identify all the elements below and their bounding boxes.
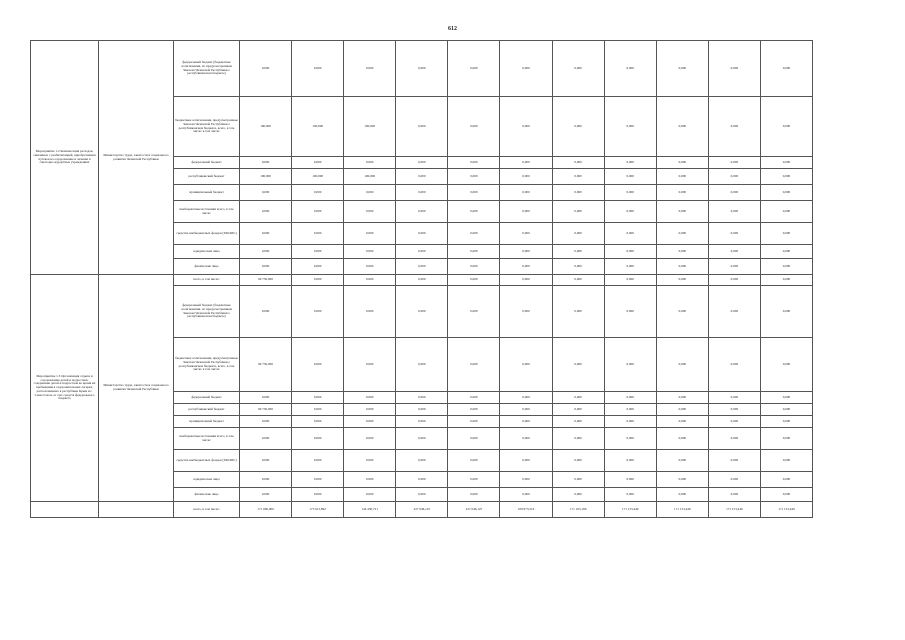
amount-cell: 0,000 xyxy=(760,185,812,201)
funding-source-cell: федеральный бюджет xyxy=(174,392,240,404)
amount-cell: 0,000 xyxy=(656,169,708,185)
amount-cell: 0,000 xyxy=(292,41,344,97)
funding-source-cell: всего, в том числе: xyxy=(174,275,240,286)
amount-cell: 0,000 xyxy=(292,259,344,275)
amount-cell: 99 750,000 xyxy=(240,404,292,416)
table-row xyxy=(31,275,813,286)
amount-cell: 0,000 xyxy=(240,259,292,275)
amount-cell: 0,000 xyxy=(708,416,760,428)
amount-cell: 0,000 xyxy=(604,157,656,169)
amount-cell: 0,000 xyxy=(760,488,812,502)
amount-cell: 0,000 xyxy=(760,275,812,286)
amount-cell: 0,000 xyxy=(604,201,656,223)
amount-cell: 0,000 xyxy=(240,185,292,201)
amount-cell: 100,000 xyxy=(292,169,344,185)
amount-cell: 99 750,000 xyxy=(240,338,292,392)
amount-cell: 0,000 xyxy=(240,450,292,472)
funding-source-cell: республиканский бюджет xyxy=(174,404,240,416)
funding-source-cell: юридические лица xyxy=(174,245,240,259)
amount-cell: 0,000 xyxy=(396,338,448,392)
amount-cell: 0,000 xyxy=(656,404,708,416)
amount-cell: 0,000 xyxy=(240,201,292,223)
amount-cell: 0,000 xyxy=(396,450,448,472)
amount-cell: 0,000 xyxy=(552,201,604,223)
amount-cell: 0,000 xyxy=(708,450,760,472)
amount-cell: 227 046,125 xyxy=(448,502,500,518)
amount-cell: 0,000 xyxy=(448,275,500,286)
amount-cell: 0,000 xyxy=(656,245,708,259)
amount-cell: 0,000 xyxy=(240,472,292,488)
amount-cell: 100,000 xyxy=(240,97,292,157)
amount-cell: 0,000 xyxy=(292,201,344,223)
funding-source-cell: федеральный бюджет (бюджетные ассигнования, по предусмотренным Законом Чеченской Республики о республиканском бюджете) xyxy=(174,286,240,338)
amount-cell: 0,000 xyxy=(708,97,760,157)
amount-cell: 0,000 xyxy=(760,404,812,416)
measure-cell: Мероприятие 1.2 Компенсация расходов, связанных с реабилитацией, приобретением путевок на оздоровление и лечение в санаторно-курортных учреждениях xyxy=(31,41,99,275)
amount-cell: 0,000 xyxy=(500,245,552,259)
amount-cell: 0,000 xyxy=(656,450,708,472)
amount-cell: 171 163,196 xyxy=(552,502,604,518)
amount-cell: 0,000 xyxy=(656,338,708,392)
amount-cell: 0,000 xyxy=(552,97,604,157)
amount-cell: 0,000 xyxy=(656,223,708,245)
amount-cell: 0,000 xyxy=(448,472,500,488)
amount-cell: 0,000 xyxy=(448,157,500,169)
amount-cell: 0,000 xyxy=(292,286,344,338)
amount-cell: 0,000 xyxy=(240,286,292,338)
amount-cell: 0,000 xyxy=(708,169,760,185)
amount-cell: 0,000 xyxy=(396,201,448,223)
amount-cell: 0,000 xyxy=(760,157,812,169)
amount-cell: 0,000 xyxy=(500,185,552,201)
executor-cell xyxy=(99,502,174,518)
amount-cell: 171 153,449 xyxy=(760,502,812,518)
amount-cell: 0,000 xyxy=(344,41,396,97)
amount-cell: 0,000 xyxy=(292,185,344,201)
amount-cell: 0,000 xyxy=(604,404,656,416)
amount-cell: 0,000 xyxy=(396,259,448,275)
funding-source-cell: физические лица xyxy=(174,488,240,502)
amount-cell: 0,000 xyxy=(708,41,760,97)
amount-cell: 0,000 xyxy=(604,286,656,338)
funding-source-cell: юридические лица xyxy=(174,472,240,488)
amount-cell: 0,000 xyxy=(656,201,708,223)
funding-source-cell: внебюджетные источники всего, в том числе: xyxy=(174,201,240,223)
amount-cell: 0,000 xyxy=(656,392,708,404)
amount-cell: 0,000 xyxy=(292,416,344,428)
amount-cell: 0,000 xyxy=(708,259,760,275)
amount-cell: 0,000 xyxy=(448,428,500,450)
amount-cell: 0,000 xyxy=(708,275,760,286)
amount-cell: 0,000 xyxy=(604,392,656,404)
amount-cell: 0,000 xyxy=(448,338,500,392)
amount-cell: 0,000 xyxy=(292,488,344,502)
amount-cell: 0,000 xyxy=(396,428,448,450)
amount-cell: 0,000 xyxy=(708,286,760,338)
amount-cell: 0,000 xyxy=(604,41,656,97)
amount-cell: 0,000 xyxy=(448,259,500,275)
amount-cell: 0,000 xyxy=(500,157,552,169)
amount-cell: 0,000 xyxy=(344,245,396,259)
amount-cell: 0,000 xyxy=(344,259,396,275)
amount-cell: 0,000 xyxy=(344,185,396,201)
amount-cell: 0,000 xyxy=(552,41,604,97)
amount-cell: 0,000 xyxy=(448,245,500,259)
funding-source-cell: средства внебюджетных фондов (ТФОМС) xyxy=(174,450,240,472)
amount-cell: 0,000 xyxy=(500,392,552,404)
amount-cell: 0,000 xyxy=(344,286,396,338)
amount-cell: 0,000 xyxy=(448,169,500,185)
amount-cell: 0,000 xyxy=(240,392,292,404)
amount-cell: 0,000 xyxy=(240,416,292,428)
amount-cell: 0,000 xyxy=(656,259,708,275)
amount-cell: 0,000 xyxy=(344,275,396,286)
amount-cell: 169 973,316 xyxy=(500,502,552,518)
amount-cell: 171 153,449 xyxy=(656,502,708,518)
amount-cell: 0,000 xyxy=(708,338,760,392)
funding-source-cell: муниципальный бюджет xyxy=(174,416,240,428)
funding-source-cell: республиканский бюджет xyxy=(174,169,240,185)
amount-cell: 0,000 xyxy=(500,428,552,450)
amount-cell: 0,000 xyxy=(760,97,812,157)
amount-cell: 0,000 xyxy=(552,223,604,245)
measure-cell xyxy=(31,502,99,518)
amount-cell: 100,000 xyxy=(344,169,396,185)
funding-source-cell: федеральный бюджет xyxy=(174,157,240,169)
amount-cell: 0,000 xyxy=(552,157,604,169)
amount-cell: 0,000 xyxy=(344,472,396,488)
amount-cell: 0,000 xyxy=(552,286,604,338)
amount-cell: 0,000 xyxy=(708,223,760,245)
amount-cell: 0,000 xyxy=(760,169,812,185)
amount-cell: 227 046,125 xyxy=(396,502,448,518)
amount-cell: 175 915,892 xyxy=(292,502,344,518)
amount-cell: 0,000 xyxy=(500,416,552,428)
budget-table-body xyxy=(31,41,813,518)
amount-cell: 0,000 xyxy=(604,259,656,275)
amount-cell: 0,000 xyxy=(396,488,448,502)
amount-cell: 0,000 xyxy=(448,185,500,201)
amount-cell: 0,000 xyxy=(500,223,552,245)
executor-cell: Министерство труда, занятости и социального развития Чеченской Республики xyxy=(99,275,174,502)
funding-source-cell: федеральный бюджет (бюджетные ассигнования, по предусмотренным Законом Чеченской Республики о республиканском бюджете) xyxy=(174,41,240,97)
amount-cell: 0,000 xyxy=(344,201,396,223)
amount-cell: 0,000 xyxy=(344,223,396,245)
amount-cell: 0,000 xyxy=(396,286,448,338)
amount-cell: 144 430,721 xyxy=(344,502,396,518)
amount-cell: 0,000 xyxy=(240,41,292,97)
funding-source-cell: средства внебюджетных фондов (ТФОМС) xyxy=(174,223,240,245)
amount-cell: 0,000 xyxy=(760,338,812,392)
amount-cell: 0,000 xyxy=(552,404,604,416)
amount-cell: 0,000 xyxy=(708,428,760,450)
amount-cell: 0,000 xyxy=(240,223,292,245)
amount-cell: 0,000 xyxy=(396,169,448,185)
amount-cell: 0,000 xyxy=(552,392,604,404)
amount-cell: 0,000 xyxy=(708,392,760,404)
funding-source-cell: внебюджетные источники всего, в том числе: xyxy=(174,428,240,450)
amount-cell: 0,000 xyxy=(760,259,812,275)
amount-cell: 0,000 xyxy=(292,404,344,416)
amount-cell: 0,000 xyxy=(656,472,708,488)
amount-cell: 0,000 xyxy=(344,488,396,502)
amount-cell: 0,000 xyxy=(396,275,448,286)
amount-cell: 0,000 xyxy=(292,338,344,392)
amount-cell: 0,000 xyxy=(760,223,812,245)
amount-cell: 0,000 xyxy=(292,157,344,169)
amount-cell: 0,000 xyxy=(500,286,552,338)
amount-cell: 0,000 xyxy=(656,275,708,286)
amount-cell: 0,000 xyxy=(344,450,396,472)
amount-cell: 0,000 xyxy=(604,472,656,488)
executor-cell: Министерство труда, занятости и социального развития Чеченской Республики xyxy=(99,41,174,275)
amount-cell: 171 000,000 xyxy=(240,502,292,518)
amount-cell: 0,000 xyxy=(760,286,812,338)
amount-cell: 0,000 xyxy=(396,41,448,97)
funding-source-cell: физические лица xyxy=(174,259,240,275)
measure-cell: Мероприятие 1.3 Организация отдыха и оздоровления детей и подростков, содержание детей и подростков во время их пребывания в оздоровительных лагерях, расположенных в республике Крым и г. Севастополь за счет средств федерального бюджета xyxy=(31,275,99,502)
table-row xyxy=(31,41,813,97)
amount-cell: 0,000 xyxy=(604,245,656,259)
amount-cell: 0,000 xyxy=(396,223,448,245)
amount-cell: 0,000 xyxy=(552,488,604,502)
amount-cell: 0,000 xyxy=(500,169,552,185)
amount-cell: 0,000 xyxy=(240,428,292,450)
amount-cell: 0,000 xyxy=(396,97,448,157)
amount-cell: 0,000 xyxy=(500,450,552,472)
amount-cell: 0,000 xyxy=(552,275,604,286)
amount-cell: 0,000 xyxy=(656,428,708,450)
amount-cell: 0,000 xyxy=(292,245,344,259)
amount-cell: 0,000 xyxy=(656,488,708,502)
amount-cell: 0,000 xyxy=(448,404,500,416)
amount-cell: 0,000 xyxy=(708,472,760,488)
amount-cell: 0,000 xyxy=(500,404,552,416)
amount-cell: 0,000 xyxy=(448,41,500,97)
budget-table xyxy=(30,40,813,518)
amount-cell: 0,000 xyxy=(708,488,760,502)
amount-cell: 100,000 xyxy=(292,97,344,157)
amount-cell: 0,000 xyxy=(656,97,708,157)
amount-cell: 0,000 xyxy=(604,338,656,392)
amount-cell: 0,000 xyxy=(448,416,500,428)
amount-cell: 0,000 xyxy=(656,185,708,201)
amount-cell: 0,000 xyxy=(448,286,500,338)
amount-cell: 0,000 xyxy=(760,41,812,97)
amount-cell: 100,000 xyxy=(240,169,292,185)
amount-cell: 0,000 xyxy=(656,416,708,428)
amount-cell: 0,000 xyxy=(344,416,396,428)
amount-cell: 0,000 xyxy=(500,488,552,502)
amount-cell: 0,000 xyxy=(292,428,344,450)
amount-cell: 0,000 xyxy=(240,245,292,259)
amount-cell: 0,000 xyxy=(396,472,448,488)
amount-cell: 0,000 xyxy=(760,472,812,488)
amount-cell: 0,000 xyxy=(396,416,448,428)
amount-cell: 0,000 xyxy=(292,450,344,472)
amount-cell: 0,000 xyxy=(708,245,760,259)
amount-cell: 0,000 xyxy=(552,450,604,472)
amount-cell: 0,000 xyxy=(708,201,760,223)
amount-cell: 0,000 xyxy=(500,41,552,97)
amount-cell: 0,000 xyxy=(552,416,604,428)
amount-cell: 0,000 xyxy=(552,338,604,392)
amount-cell: 0,000 xyxy=(604,488,656,502)
amount-cell: 0,000 xyxy=(760,245,812,259)
amount-cell: 0,000 xyxy=(396,157,448,169)
amount-cell: 99 750,000 xyxy=(240,275,292,286)
funding-source-cell: бюджетные ассигнования, предусмотренные Законом Чеченской Республики о республиканском бюджете, всего, в том числе: в том числе: xyxy=(174,338,240,392)
page-number: 612 xyxy=(448,26,457,32)
amount-cell: 0,000 xyxy=(552,428,604,450)
amount-cell: 0,000 xyxy=(500,338,552,392)
amount-cell: 0,000 xyxy=(604,416,656,428)
amount-cell: 0,000 xyxy=(604,185,656,201)
funding-source-cell: муниципальный бюджет xyxy=(174,185,240,201)
amount-cell: 0,000 xyxy=(552,472,604,488)
amount-cell: 0,000 xyxy=(396,392,448,404)
amount-cell: 100,000 xyxy=(344,97,396,157)
amount-cell: 0,000 xyxy=(760,416,812,428)
amount-cell: 0,000 xyxy=(760,392,812,404)
amount-cell: 0,000 xyxy=(344,404,396,416)
amount-cell: 0,000 xyxy=(604,275,656,286)
amount-cell: 0,000 xyxy=(708,404,760,416)
amount-cell: 0,000 xyxy=(500,472,552,488)
amount-cell: 0,000 xyxy=(448,488,500,502)
amount-cell: 0,000 xyxy=(552,185,604,201)
amount-cell: 0,000 xyxy=(396,404,448,416)
amount-cell: 0,000 xyxy=(760,201,812,223)
amount-cell: 171 153,449 xyxy=(604,502,656,518)
amount-cell: 0,000 xyxy=(448,392,500,404)
amount-cell: 0,000 xyxy=(760,450,812,472)
amount-cell: 0,000 xyxy=(604,169,656,185)
amount-cell: 0,000 xyxy=(396,185,448,201)
amount-cell: 0,000 xyxy=(240,488,292,502)
amount-cell: 0,000 xyxy=(344,428,396,450)
amount-cell: 0,000 xyxy=(604,450,656,472)
funding-source-cell: бюджетные ассигнования, предусмотренные Законом Чеченской Республики о республиканском бюджете, всего, в том числе: в том числе: xyxy=(174,97,240,157)
amount-cell: 0,000 xyxy=(448,450,500,472)
amount-cell: 0,000 xyxy=(500,275,552,286)
amount-cell: 0,000 xyxy=(448,201,500,223)
amount-cell: 0,000 xyxy=(292,392,344,404)
amount-cell: 0,000 xyxy=(552,245,604,259)
amount-cell: 0,000 xyxy=(396,245,448,259)
amount-cell: 0,000 xyxy=(708,185,760,201)
amount-cell: 0,000 xyxy=(448,223,500,245)
amount-cell: 0,000 xyxy=(344,157,396,169)
amount-cell: 0,000 xyxy=(656,41,708,97)
table-row xyxy=(31,502,813,518)
amount-cell: 0,000 xyxy=(656,286,708,338)
amount-cell: 0,000 xyxy=(552,169,604,185)
amount-cell: 0,000 xyxy=(344,338,396,392)
funding-source-cell: всего, в том числе: xyxy=(174,502,240,518)
amount-cell: 0,000 xyxy=(760,428,812,450)
amount-cell: 0,000 xyxy=(292,223,344,245)
amount-cell: 0,000 xyxy=(708,157,760,169)
amount-cell: 0,000 xyxy=(500,259,552,275)
amount-cell: 0,000 xyxy=(344,392,396,404)
amount-cell: 0,000 xyxy=(448,97,500,157)
amount-cell: 0,000 xyxy=(656,157,708,169)
amount-cell: 0,000 xyxy=(240,157,292,169)
amount-cell: 0,000 xyxy=(604,428,656,450)
amount-cell: 0,000 xyxy=(604,223,656,245)
amount-cell: 0,000 xyxy=(292,472,344,488)
amount-cell: 171 153,449 xyxy=(708,502,760,518)
amount-cell: 0,000 xyxy=(604,97,656,157)
amount-cell: 0,000 xyxy=(552,259,604,275)
amount-cell: 0,000 xyxy=(500,97,552,157)
amount-cell: 0,000 xyxy=(292,275,344,286)
amount-cell: 0,000 xyxy=(500,201,552,223)
